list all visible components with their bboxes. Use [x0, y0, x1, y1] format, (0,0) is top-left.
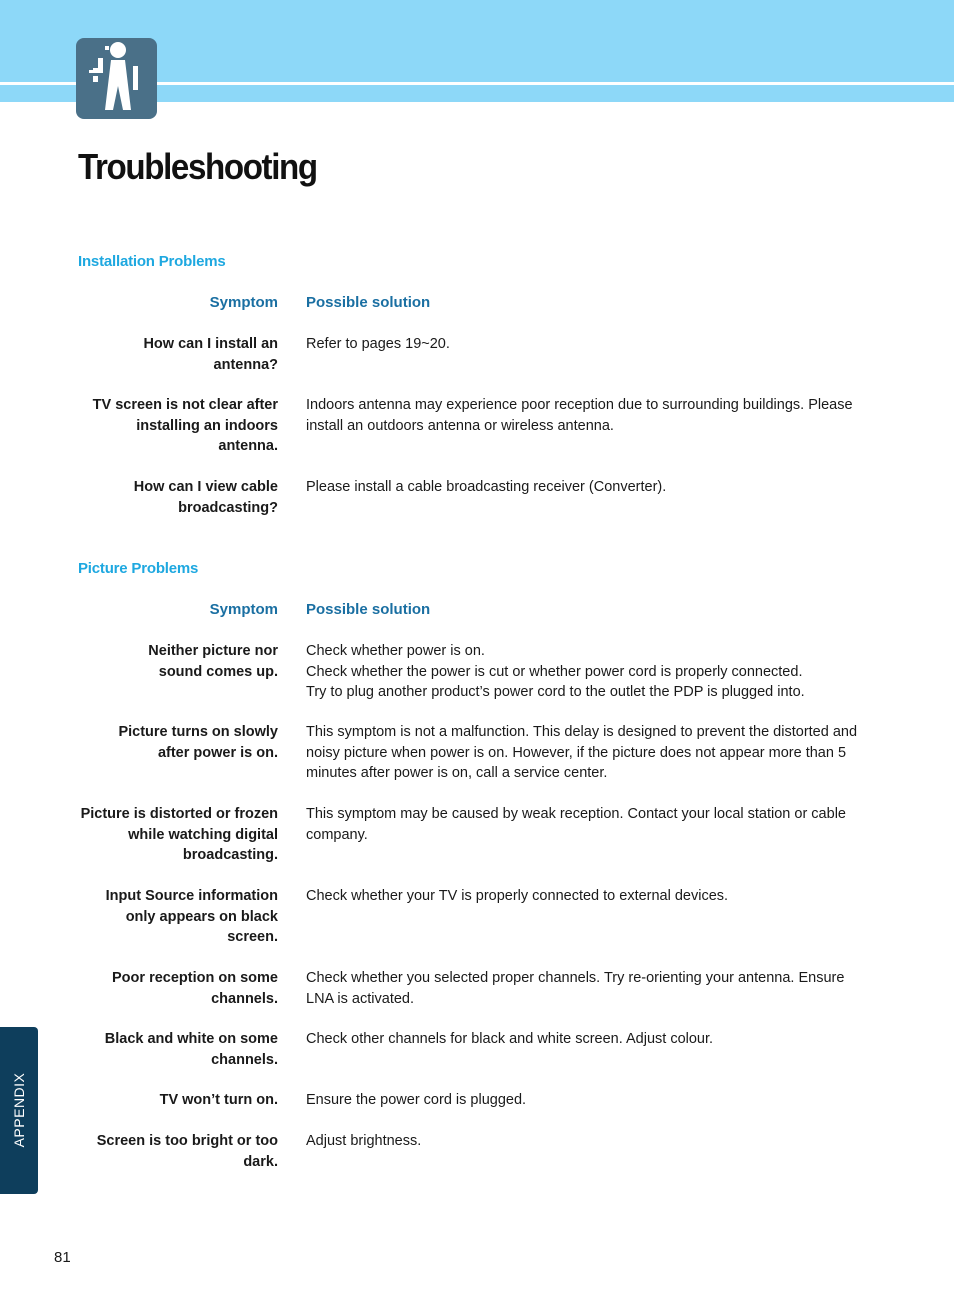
solution-text: Please install a cable broadcasting receiver (Converter).	[306, 479, 667, 495]
symptom-text: Neither picture nor sound comes up.	[148, 643, 278, 680]
symptom-text: Picture is distorted or frozen while watching digital broadcasting.	[80, 806, 278, 863]
person-with-tools-icon	[76, 38, 157, 119]
symptom-column-header: Symptom	[209, 294, 278, 311]
section-title-picture: Picture Problems	[78, 560, 199, 577]
page-title: Troubleshooting	[78, 146, 317, 187]
solution-text: This symptom may be caused by weak reception. Contact your local station or cable company.	[306, 806, 846, 843]
solution-column-header: Possible solution	[306, 601, 431, 618]
solution-text: Refer to pages 19~20.	[306, 336, 450, 352]
symptom-text: TV won’t turn on.	[159, 1092, 278, 1108]
page-number: 81	[54, 1249, 71, 1266]
solution-text: Check whether your TV is properly connected to external devices.	[306, 888, 729, 904]
solution-text: Check whether you selected proper channels. Try re-orienting your antenna. Ensure LNA is activated.	[306, 970, 845, 1007]
symptom-text: Poor reception on some channels.	[112, 970, 278, 1007]
solution-text: Adjust brightness.	[306, 1133, 422, 1149]
symptom-text: Picture turns on slowly after power is on.	[118, 724, 278, 761]
solution-column-header: Possible solution	[306, 294, 431, 311]
solution-text: Check other channels for black and white screen. Adjust colour.	[306, 1031, 714, 1047]
symptom-column-header: Symptom	[209, 601, 278, 618]
solution-text: Ensure the power cord is plugged.	[306, 1092, 527, 1108]
section-title-installation: Installation Problems	[78, 253, 226, 270]
symptom-text: Black and white on some channels.	[104, 1031, 278, 1068]
symptom-text: Screen is too bright or too dark.	[96, 1133, 278, 1170]
symptom-text: TV screen is not clear after installing an indoors antenna.	[92, 397, 278, 454]
solution-text: Indoors antenna may experience poor reception due to surrounding buildings. Please install an outdoors antenna or wireless antenna.	[306, 397, 853, 434]
side-tab-label: APPENDIX	[11, 1072, 27, 1148]
logo-badge	[76, 38, 157, 119]
solution-text: This symptom is not a malfunction. This delay is designed to prevent the distorted and noisy picture when power is on. However, if the picture does not appear more than 5 minutes after power is on, call a service center.	[306, 724, 858, 781]
solution-text: Check whether power is on. Check whether the power is cut or whether power cord is properly connected. Try to plug another product’s power cord to the outlet the PDP is plugged into.	[306, 643, 805, 700]
symptom-text: How can I view cable broadcasting?	[133, 479, 278, 516]
symptom-text: How can I install an antenna?	[143, 336, 278, 373]
symptom-text: Input Source information only appears on black screen.	[105, 888, 278, 945]
appendix-side-tab[interactable]	[0, 1027, 38, 1194]
